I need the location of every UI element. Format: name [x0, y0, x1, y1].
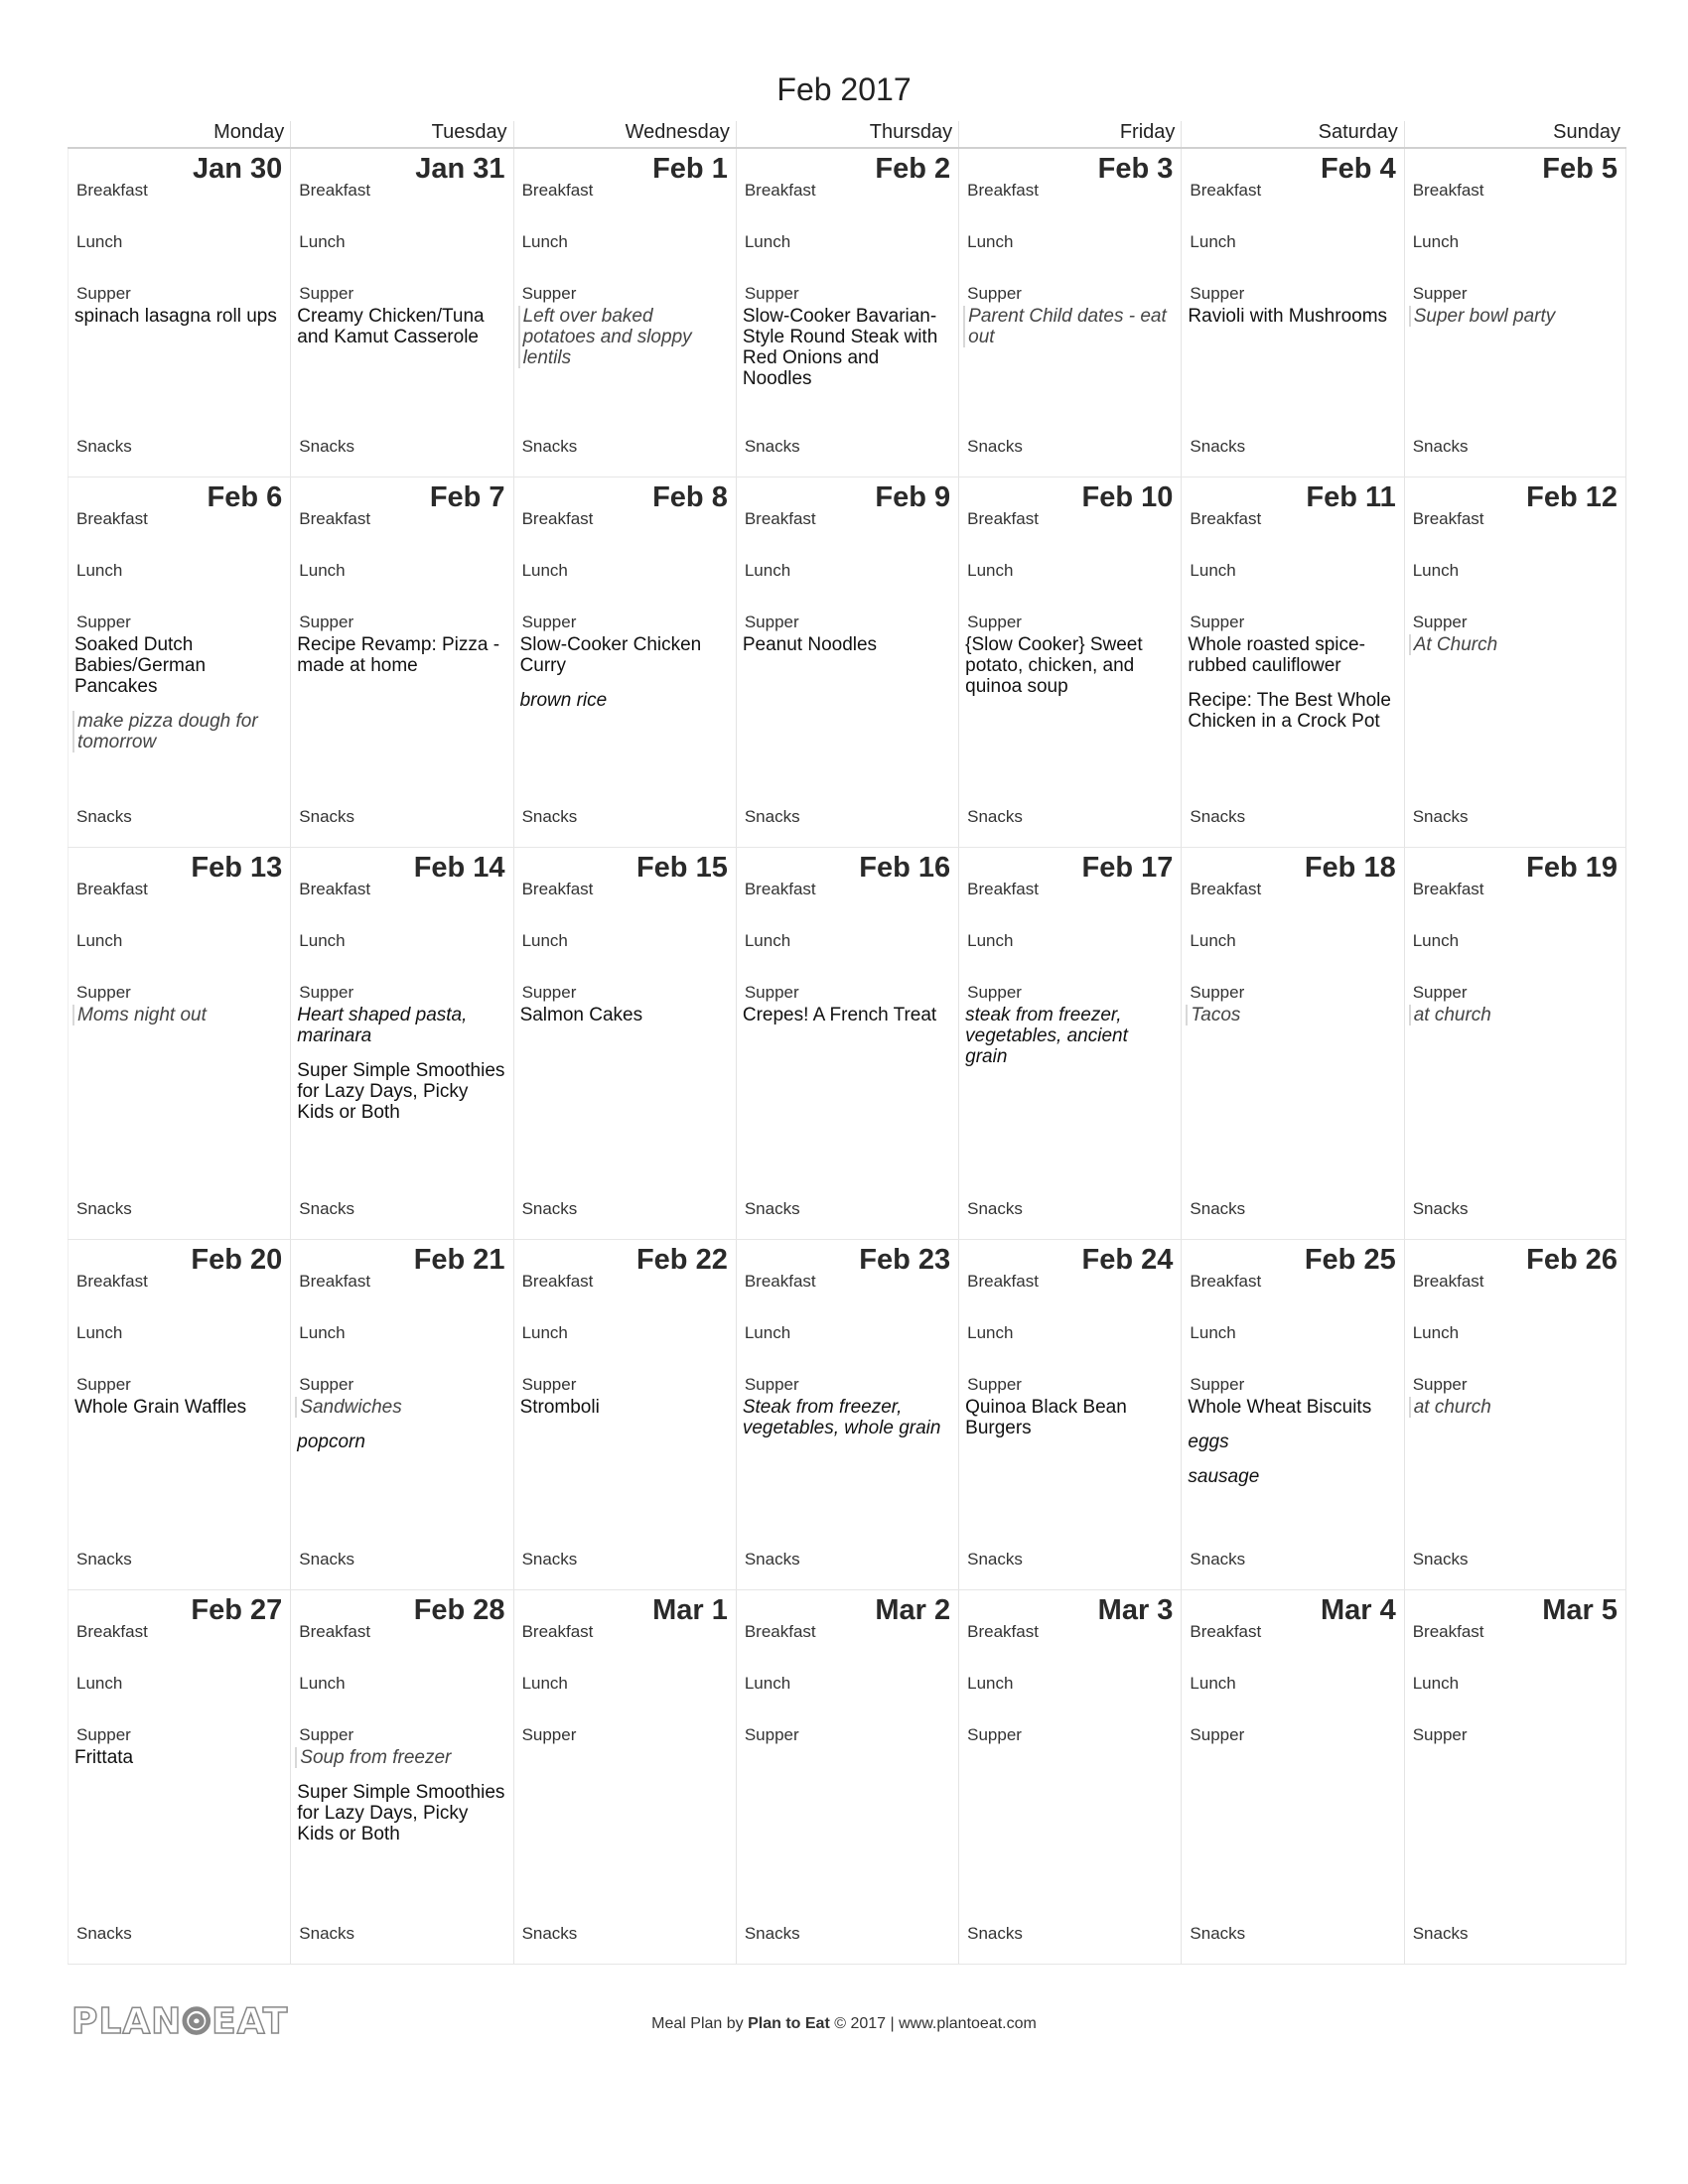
lunch-label: Lunch — [1190, 232, 1236, 251]
page-title: Feb 2017 — [776, 71, 912, 107]
lunch-label: Lunch — [967, 1674, 1014, 1693]
supper-label: Supper — [967, 613, 1022, 631]
day-cell[interactable] — [513, 1240, 736, 1589]
supper-meals — [1411, 306, 1618, 341]
meal-item[interactable]: at church — [1409, 1005, 1618, 1025]
supper-label: Supper — [1190, 1725, 1245, 1744]
lunch-label: Lunch — [744, 561, 791, 580]
supper-meals — [1188, 1005, 1395, 1039]
lunch-label: Lunch — [967, 561, 1014, 580]
snacks-label: Snacks — [1190, 1199, 1246, 1218]
weekday-header-saturday: Saturday — [1181, 121, 1403, 147]
meal-item[interactable]: Heart shaped pasta, marinara — [297, 1005, 468, 1046]
lunch-label: Lunch — [1190, 1323, 1236, 1342]
lunch-label: Lunch — [967, 232, 1014, 251]
breakfast-label: Breakfast — [521, 509, 594, 528]
lunch-label: Lunch — [76, 1674, 123, 1693]
lunch-label: Lunch — [967, 1323, 1014, 1342]
supper-meals — [74, 1397, 282, 1432]
meal-item[interactable]: Sandwiches — [295, 1397, 504, 1418]
meal-item[interactable]: Salmon Cakes — [519, 1005, 643, 1025]
snacks-label: Snacks — [521, 1199, 578, 1218]
lunch-label: Lunch — [299, 232, 346, 251]
breakfast-label: Breakfast — [521, 181, 594, 200]
day-date: Feb 20 — [191, 1244, 283, 1276]
day-date: Feb 3 — [1097, 153, 1174, 185]
meal-item[interactable]: Peanut Noodles — [742, 634, 878, 655]
meal-item[interactable]: Quinoa Black Bean Burgers — [965, 1397, 1127, 1438]
lunch-label: Lunch — [521, 561, 568, 580]
meal-item[interactable]: Whole Wheat Biscuits — [1188, 1397, 1372, 1418]
weekday-header-thursday: Thursday — [736, 121, 958, 147]
supper-meals — [520, 1005, 728, 1039]
day-date: Feb 8 — [652, 481, 728, 513]
supper-meals — [297, 1005, 504, 1137]
weeks-container — [68, 149, 1626, 1965]
meal-item[interactable]: sausage — [1188, 1466, 1260, 1487]
day-date: Feb 24 — [1081, 1244, 1174, 1276]
meal-item[interactable]: Stromboli — [519, 1397, 600, 1418]
snacks-label: Snacks — [299, 807, 355, 826]
weekday-header-row — [68, 121, 1626, 149]
day-date: Feb 15 — [635, 852, 728, 884]
lunch-label: Lunch — [1412, 232, 1460, 251]
breakfast-label: Breakfast — [1412, 509, 1484, 528]
supper-meals — [965, 306, 1173, 361]
lunch-label: Lunch — [1412, 561, 1460, 580]
day-cell[interactable] — [1181, 149, 1403, 477]
day-cell[interactable] — [958, 149, 1181, 477]
breakfast-label: Breakfast — [967, 1272, 1039, 1291]
snacks-label: Snacks — [521, 807, 578, 826]
meal-item[interactable]: Left over baked potatoes and sloppy lentils — [518, 306, 728, 368]
supper-label: Supper — [744, 983, 799, 1002]
snacks-label: Snacks — [744, 1924, 800, 1943]
weekday-header-monday: Monday — [213, 121, 285, 143]
supper-meals — [74, 634, 282, 766]
snacks-label: Snacks — [1190, 1550, 1246, 1569]
day-cell[interactable] — [736, 149, 958, 477]
breakfast-label: Breakfast — [744, 181, 816, 200]
day-date: Jan 31 — [415, 153, 505, 185]
day-cell[interactable] — [736, 1240, 958, 1589]
breakfast-label: Breakfast — [1190, 880, 1262, 898]
lunch-label: Lunch — [1190, 1674, 1236, 1693]
meal-item[interactable]: {Slow Cooker} Sweet potato, chicken, and quinoa soup — [965, 634, 1143, 697]
breakfast-label: Breakfast — [76, 880, 148, 898]
day-cell[interactable] — [1181, 1240, 1403, 1589]
breakfast-label: Breakfast — [1412, 880, 1484, 898]
supper-meals — [1411, 634, 1618, 669]
day-date: Feb 17 — [1081, 852, 1174, 884]
supper-label: Supper — [1412, 983, 1468, 1002]
snacks-label: Snacks — [1190, 807, 1246, 826]
meal-item[interactable]: popcorn — [297, 1432, 365, 1452]
day-date: Feb 13 — [191, 852, 283, 884]
meal-item[interactable]: Moms night out — [72, 1005, 282, 1025]
supper-label: Supper — [76, 284, 131, 303]
day-cell[interactable] — [958, 478, 1181, 847]
day-cell[interactable] — [513, 478, 736, 847]
week-row — [68, 1590, 1626, 1965]
day-date: Feb 28 — [413, 1594, 505, 1626]
supper-label: Supper — [1412, 613, 1468, 631]
snacks-label: Snacks — [1412, 1924, 1469, 1943]
supper-label: Supper — [1412, 284, 1468, 303]
day-cell[interactable] — [958, 848, 1181, 1239]
supper-label: Supper — [1412, 1725, 1468, 1744]
supper-meals — [1188, 634, 1395, 746]
meal-item[interactable]: make pizza dough for tomorrow — [72, 711, 282, 752]
supper-label: Supper — [744, 613, 799, 631]
day-date: Feb 22 — [635, 1244, 728, 1276]
day-cell[interactable] — [736, 1590, 958, 1964]
breakfast-label: Breakfast — [744, 509, 816, 528]
breakfast-label: Breakfast — [76, 1622, 148, 1641]
supper-meals — [520, 634, 728, 725]
snacks-label: Snacks — [1190, 437, 1246, 456]
snacks-label: Snacks — [1412, 1550, 1469, 1569]
day-cell[interactable] — [68, 1240, 290, 1589]
day-cell[interactable] — [736, 478, 958, 847]
meal-item[interactable]: Parent Child dates - eat out — [963, 306, 1173, 347]
day-date: Feb 23 — [859, 1244, 951, 1276]
day-cell[interactable] — [290, 1240, 512, 1589]
day-cell[interactable] — [290, 848, 512, 1239]
day-date: Feb 6 — [207, 481, 283, 513]
supper-label: Supper — [76, 1725, 131, 1744]
credit-prefix: Meal Plan by — [651, 2015, 749, 2032]
day-date: Feb 21 — [413, 1244, 505, 1276]
supper-label: Supper — [299, 983, 354, 1002]
snacks-label: Snacks — [299, 437, 355, 456]
breakfast-label: Breakfast — [744, 880, 816, 898]
breakfast-label: Breakfast — [76, 1272, 148, 1291]
snacks-label: Snacks — [967, 807, 1023, 826]
day-cell[interactable] — [290, 478, 512, 847]
meal-item[interactable]: Soaked Dutch Babies/German Pancakes — [74, 634, 207, 697]
supper-label: Supper — [76, 1375, 131, 1394]
supper-meals — [743, 306, 950, 403]
snacks-label: Snacks — [76, 437, 132, 456]
meal-item[interactable]: Crepes! A French Treat — [742, 1005, 937, 1025]
meal-item[interactable]: Frittata — [74, 1747, 134, 1768]
snacks-label: Snacks — [744, 807, 800, 826]
lunch-label: Lunch — [76, 1323, 123, 1342]
lunch-label: Lunch — [299, 931, 346, 950]
breakfast-label: Breakfast — [299, 509, 371, 528]
snacks-label: Snacks — [1412, 437, 1469, 456]
snacks-label: Snacks — [1412, 807, 1469, 826]
supper-meals — [297, 1397, 504, 1466]
day-cell[interactable] — [68, 848, 290, 1239]
breakfast-label: Breakfast — [299, 181, 371, 200]
snacks-label: Snacks — [521, 437, 578, 456]
day-date: Mar 3 — [1097, 1594, 1174, 1626]
day-date: Feb 18 — [1304, 852, 1396, 884]
supper-meals — [74, 1747, 282, 1782]
snacks-label: Snacks — [744, 437, 800, 456]
snacks-label: Snacks — [744, 1550, 800, 1569]
day-cell[interactable] — [290, 1590, 512, 1964]
meal-item[interactable]: Slow-Cooker Chicken Curry — [519, 634, 702, 676]
breakfast-label: Breakfast — [521, 1622, 594, 1641]
supper-label: Supper — [744, 1375, 799, 1394]
week-row — [68, 478, 1626, 848]
breakfast-label: Breakfast — [967, 509, 1039, 528]
supper-label: Supper — [1190, 284, 1245, 303]
calendar-grid — [68, 121, 1626, 1965]
snacks-label: Snacks — [76, 1199, 132, 1218]
lunch-label: Lunch — [744, 1674, 791, 1693]
day-date: Feb 26 — [1526, 1244, 1618, 1276]
snacks-label: Snacks — [76, 1550, 132, 1569]
supper-label: Supper — [967, 1725, 1022, 1744]
breakfast-label: Breakfast — [299, 1272, 371, 1291]
snacks-label: Snacks — [1412, 1199, 1469, 1218]
day-cell[interactable] — [958, 1240, 1181, 1589]
meal-item[interactable]: steak from freezer, vegetables, ancient grain — [965, 1005, 1128, 1067]
weekday-header-tuesday: Tuesday — [290, 121, 512, 147]
day-cell[interactable] — [513, 149, 736, 477]
supper-meals — [520, 306, 728, 382]
lunch-label: Lunch — [76, 232, 123, 251]
meal-item[interactable]: Super Simple Smoothies for Lazy Days, Picky Kids or Both — [297, 1060, 505, 1123]
day-cell[interactable] — [513, 848, 736, 1239]
supper-meals — [743, 1005, 950, 1039]
day-cell[interactable] — [68, 478, 290, 847]
breakfast-label: Breakfast — [299, 1622, 371, 1641]
day-date: Feb 4 — [1320, 153, 1396, 185]
plan-to-eat-logo: PLAN⦾EAT — [71, 2001, 289, 2042]
breakfast-label: Breakfast — [967, 1622, 1039, 1641]
day-date: Mar 5 — [1542, 1594, 1618, 1626]
meal-item[interactable]: at church — [1409, 1397, 1618, 1418]
meal-item[interactable]: Whole roasted spice-rubbed cauliflower — [1188, 634, 1365, 676]
lunch-label: Lunch — [1412, 931, 1460, 950]
meal-item[interactable]: eggs — [1188, 1432, 1229, 1452]
lunch-label: Lunch — [521, 1323, 568, 1342]
meal-item[interactable]: Tacos — [1186, 1005, 1395, 1025]
day-cell[interactable] — [1404, 848, 1626, 1239]
meal-item[interactable]: Slow-Cooker Bavarian-Style Round Steak with Red Onions and Noodles — [742, 306, 938, 389]
supper-meals — [965, 634, 1173, 711]
lunch-label: Lunch — [744, 232, 791, 251]
credit-brand: Plan to Eat — [748, 2015, 830, 2032]
lunch-label: Lunch — [299, 1323, 346, 1342]
supper-meals — [965, 1397, 1173, 1452]
supper-label: Supper — [521, 284, 577, 303]
day-date: Feb 25 — [1304, 1244, 1396, 1276]
snacks-label: Snacks — [76, 1924, 132, 1943]
day-date: Feb 16 — [859, 852, 951, 884]
supper-label: Supper — [1190, 1375, 1245, 1394]
snacks-label: Snacks — [76, 807, 132, 826]
day-date: Feb 12 — [1526, 481, 1618, 513]
lunch-label: Lunch — [744, 931, 791, 950]
lunch-label: Lunch — [967, 931, 1014, 950]
supper-label: Supper — [744, 284, 799, 303]
breakfast-label: Breakfast — [76, 181, 148, 200]
week-row — [68, 848, 1626, 1240]
supper-meals — [297, 634, 504, 690]
meal-item[interactable]: spinach lasagna roll ups — [74, 306, 277, 327]
breakfast-label: Breakfast — [521, 1272, 594, 1291]
meal-item[interactable]: At Church — [1409, 634, 1618, 655]
snacks-label: Snacks — [967, 1550, 1023, 1569]
breakfast-label: Breakfast — [1190, 1622, 1262, 1641]
breakfast-label: Breakfast — [967, 880, 1039, 898]
day-date: Feb 5 — [1542, 153, 1618, 185]
breakfast-label: Breakfast — [1190, 509, 1262, 528]
day-cell[interactable] — [68, 149, 290, 477]
supper-meals — [743, 1397, 950, 1452]
supper-meals — [965, 1005, 1173, 1081]
snacks-label: Snacks — [1190, 1924, 1246, 1943]
supper-label: Supper — [299, 1725, 354, 1744]
supper-meals — [1411, 1005, 1618, 1039]
breakfast-label: Breakfast — [299, 880, 371, 898]
day-date: Feb 9 — [875, 481, 951, 513]
breakfast-label: Breakfast — [1412, 1622, 1484, 1641]
day-date: Feb 2 — [875, 153, 951, 185]
day-cell[interactable] — [1404, 1590, 1626, 1964]
meal-item[interactable]: Creamy Chicken/Tuna and Kamut Casserole — [297, 306, 485, 347]
breakfast-label: Breakfast — [1190, 181, 1262, 200]
supper-meals — [743, 634, 950, 669]
supper-label: Supper — [521, 1375, 577, 1394]
supper-meals — [74, 306, 282, 341]
weekday-header-friday: Friday — [958, 121, 1181, 147]
meal-item[interactable]: Recipe Revamp: Pizza - made at home — [297, 634, 500, 676]
supper-label: Supper — [1190, 613, 1245, 631]
meal-item[interactable]: Steak from freezer, vegetables, whole grain — [742, 1397, 941, 1438]
supper-label: Supper — [76, 613, 131, 631]
day-cell[interactable] — [1404, 1240, 1626, 1589]
supper-label: Supper — [521, 613, 577, 631]
supper-label: Supper — [967, 983, 1022, 1002]
lunch-label: Lunch — [1190, 561, 1236, 580]
meal-item[interactable]: brown rice — [519, 690, 608, 711]
day-date: Feb 1 — [652, 153, 728, 185]
day-cell[interactable] — [513, 1590, 736, 1964]
lunch-label: Lunch — [1412, 1674, 1460, 1693]
breakfast-label: Breakfast — [76, 509, 148, 528]
supper-meals — [1411, 1397, 1618, 1432]
day-cell[interactable] — [1404, 478, 1626, 847]
footer-credit — [0, 2015, 1688, 2033]
snacks-label: Snacks — [967, 1924, 1023, 1943]
supper-label: Supper — [299, 1375, 354, 1394]
week-row — [68, 1240, 1626, 1590]
lunch-label: Lunch — [1190, 931, 1236, 950]
meal-item[interactable]: Super bowl party — [1409, 306, 1618, 327]
meal-item[interactable]: Recipe: The Best Whole Chicken in a Crock Pot — [1188, 690, 1391, 732]
day-date: Feb 11 — [1306, 481, 1396, 513]
supper-label: Supper — [299, 284, 354, 303]
snacks-label: Snacks — [299, 1924, 355, 1943]
breakfast-label: Breakfast — [1412, 1272, 1484, 1291]
supper-meals — [74, 1005, 282, 1039]
lunch-label: Lunch — [744, 1323, 791, 1342]
meal-item[interactable]: Whole Grain Waffles — [74, 1397, 247, 1418]
snacks-label: Snacks — [299, 1199, 355, 1218]
day-date: Mar 1 — [652, 1594, 728, 1626]
weekday-header-sunday: Sunday — [1404, 121, 1626, 147]
day-date: Feb 27 — [191, 1594, 283, 1626]
day-cell[interactable] — [958, 1590, 1181, 1964]
supper-meals — [1188, 1397, 1395, 1501]
day-date: Feb 7 — [429, 481, 505, 513]
supper-meals — [1188, 306, 1395, 341]
day-cell[interactable] — [1181, 478, 1403, 847]
snacks-label: Snacks — [521, 1924, 578, 1943]
day-date: Mar 4 — [1320, 1594, 1396, 1626]
day-cell[interactable] — [1181, 848, 1403, 1239]
snacks-label: Snacks — [521, 1550, 578, 1569]
supper-label: Supper — [521, 1725, 577, 1744]
meal-item[interactable]: Ravioli with Mushrooms — [1188, 306, 1388, 327]
day-cell[interactable] — [736, 848, 958, 1239]
supper-label: Supper — [76, 983, 131, 1002]
supper-label: Supper — [1190, 983, 1245, 1002]
day-cell[interactable] — [1404, 149, 1626, 477]
day-cell[interactable] — [68, 1590, 290, 1964]
lunch-label: Lunch — [521, 232, 568, 251]
day-date: Mar 2 — [875, 1594, 951, 1626]
lunch-label: Lunch — [521, 931, 568, 950]
day-date: Feb 19 — [1526, 852, 1618, 884]
supper-label: Supper — [1412, 1375, 1468, 1394]
breakfast-label: Breakfast — [744, 1622, 816, 1641]
supper-label: Supper — [744, 1725, 799, 1744]
snacks-label: Snacks — [744, 1199, 800, 1218]
supper-label: Supper — [299, 613, 354, 631]
breakfast-label: Breakfast — [521, 880, 594, 898]
lunch-label: Lunch — [299, 1674, 346, 1693]
breakfast-label: Breakfast — [1190, 1272, 1262, 1291]
supper-meals — [297, 1747, 504, 1858]
lunch-label: Lunch — [76, 931, 123, 950]
meal-item[interactable]: Super Simple Smoothies for Lazy Days, Picky Kids or Both — [297, 1782, 505, 1844]
lunch-label: Lunch — [76, 561, 123, 580]
supper-meals — [520, 1397, 728, 1432]
credit-suffix: © 2017 | www.plantoeat.com — [829, 2015, 1037, 2032]
day-date: Feb 10 — [1081, 481, 1174, 513]
lunch-label: Lunch — [1412, 1323, 1460, 1342]
breakfast-label: Breakfast — [1412, 181, 1484, 200]
week-row — [68, 149, 1626, 478]
supper-label: Supper — [521, 983, 577, 1002]
lunch-label: Lunch — [521, 1674, 568, 1693]
supper-label: Supper — [967, 284, 1022, 303]
snacks-label: Snacks — [299, 1550, 355, 1569]
weekday-header-wednesday: Wednesday — [513, 121, 736, 147]
day-date: Feb 14 — [413, 852, 505, 884]
lunch-label: Lunch — [299, 561, 346, 580]
breakfast-label: Breakfast — [967, 181, 1039, 200]
snacks-label: Snacks — [967, 437, 1023, 456]
supper-label: Supper — [967, 1375, 1022, 1394]
day-date: Jan 30 — [192, 153, 283, 185]
breakfast-label: Breakfast — [744, 1272, 816, 1291]
meal-item[interactable]: Soup from freezer — [295, 1747, 504, 1768]
supper-meals — [297, 306, 504, 361]
snacks-label: Snacks — [967, 1199, 1023, 1218]
day-cell[interactable] — [1181, 1590, 1403, 1964]
day-cell[interactable] — [290, 149, 512, 477]
